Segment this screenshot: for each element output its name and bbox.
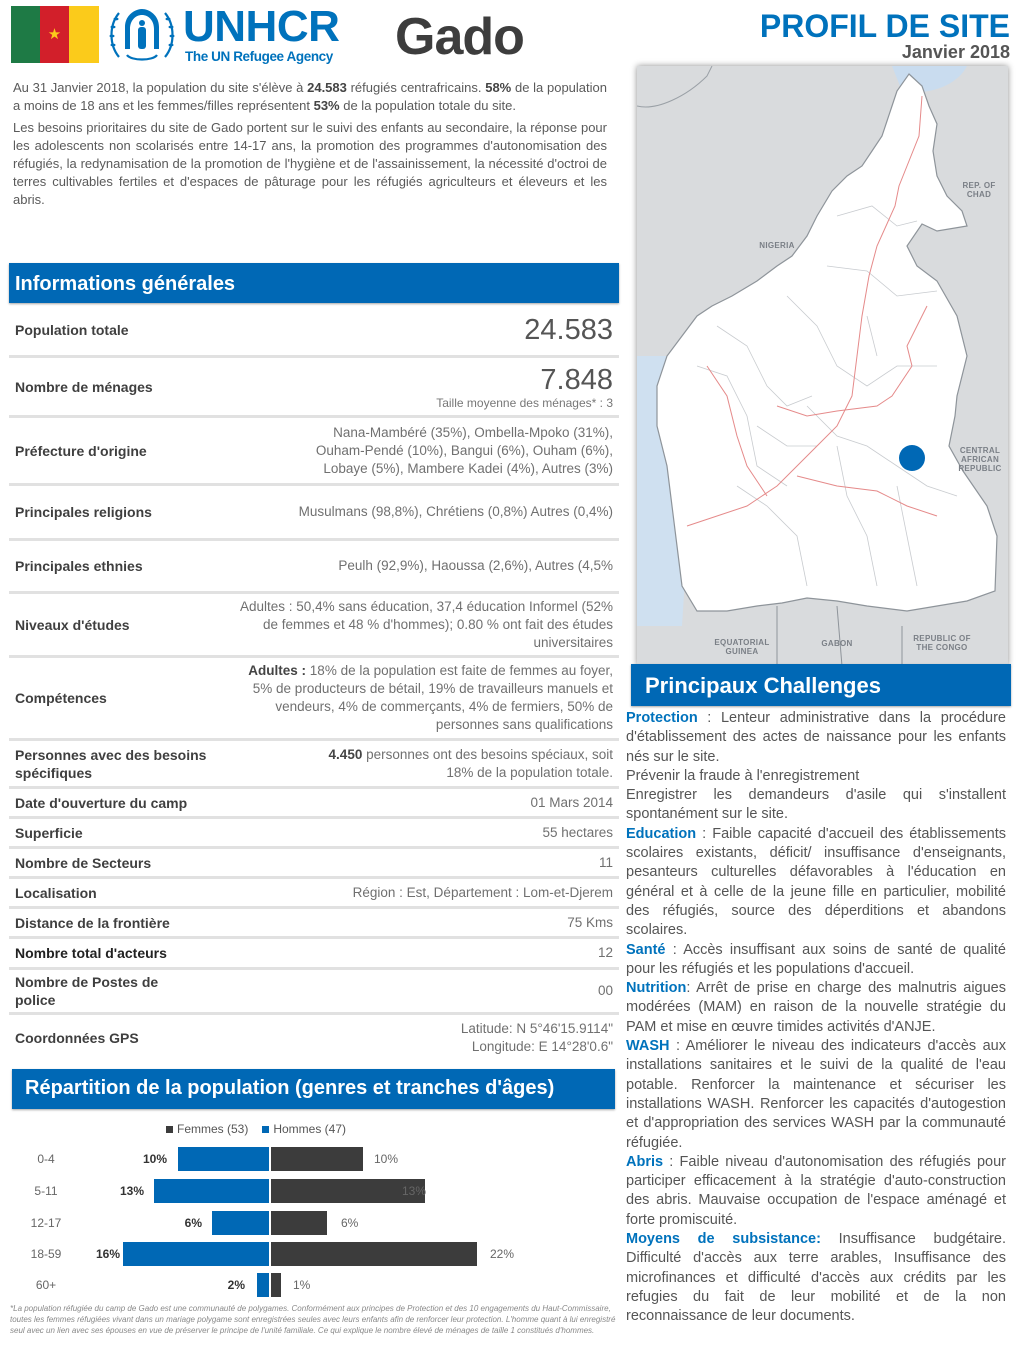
info-value: Adultes : 18% de la population est faite de femmes au foyer, 5% de producteurs de bétail, 19% de travailleurs manuels et vendeurs, 4% de commerçants, 4% de fermiers, 50% de personnes sans qualifications: [248, 663, 613, 732]
document-date: Janvier 2018: [901, 42, 1010, 62]
unhcr-emblem-icon: [107, 5, 177, 65]
info-label: Localisation: [15, 884, 97, 901]
femmes-value-label: 22%: [490, 1247, 515, 1261]
flag-yellow-stripe: [69, 6, 99, 63]
info-row-prefecture: [9, 418, 619, 486]
info-row-localisation: [9, 879, 619, 909]
info-row-competences: [9, 658, 619, 741]
info-row-besoins: [9, 741, 619, 789]
cameroon-map: [637, 66, 1008, 666]
intro-paragraph-2: Les besoins prioritaires du site de Gado portent sur le suivi des enfants au secondaire, la réponse pour les adolescents non scolarisés entre 14-17 ans, la promotion des programmes d'autonomisation des réfugiés, la redynamisation de la promotion de l'hygiène et de l'assainissement, la nécessité d'octroi de terres cultivables fertiles et d'espaces de pâturage pour les réfugiés agriculteurs et éleveurs et les abris.: [13, 120, 607, 207]
info-value: 55 hectares: [542, 824, 613, 840]
age-label: 60+: [35, 1278, 57, 1292]
challenge-nutrition: Nutrition: Arrêt de prise en charge des malnutris aigues modérées (MAM) en raison de la nouvelle stratégie du PAM et mise en œuvre timides activités d'ANJE.: [626, 980, 1006, 1035]
info-label: Principales religions: [15, 504, 152, 520]
info-value: 75 Kms: [567, 914, 613, 930]
challenge-education: Education : Faible capacité d'accueil des établissements scolaires existants, déficit/ insuffisance d'enseignants, pesanteurs culturelles défavorables à l'éducation en général et à celle de la jeune fille en particulier, mobilité des réfugiés, source des déperditions et abandons scolaires.: [626, 825, 1006, 939]
femmes-bar: [271, 1242, 477, 1266]
section-header-informations: Informations générales: [9, 263, 619, 303]
challenge-wash: WASH : Améliorer le niveau des indicateurs d'accès aux installations sanitaires et le suivi de la qualité de l'eau potable. Renforcer la maintenance et sécuriser les installations WASH. Renforcer les capacités d'autogestion et d'appropriation des services WASH par la communauté réfugiée.: [626, 1038, 1006, 1151]
info-value: Région : Est, Département : Lom-et-Djerem: [352, 884, 613, 900]
info-label: Compétences: [15, 690, 107, 706]
intro-paragraph-1: Au 31 Janvier 2018, la population du site s'élève à 24.583 réfugiés centrafricains. 58% de la population a moins de 18 ans et les femmes/filles représentent 53% de la population totale du site.: [13, 80, 607, 113]
map-label-car: CENTRAL AFRICAN REPUBLIC: [958, 446, 1002, 473]
intro-text: [13, 79, 607, 213]
legend-femmes: Femmes (53): [166, 1122, 248, 1136]
info-value: Musulmans (98,8%), Chrétiens (0,8%) Autres (0,4%): [298, 504, 613, 519]
legend-swatch-femmes: [166, 1126, 173, 1133]
info-row-ouverture: [9, 789, 619, 819]
menages-note: Taille moyenne des ménages* : 3: [436, 395, 613, 410]
info-value: 12: [597, 945, 613, 960]
challenge-protection-asylum: Enregistrer les demandeurs d'asile qui s'installent spontanément sur le site.: [626, 787, 1006, 823]
info-value: Adultes : 50,4% sans éducation, 37,4 éducation Informel (52% de femmes et 48 % d'hommes); 0.80 % ont fait des études universitaires: [240, 598, 613, 650]
unhcr-logo: [107, 2, 357, 67]
age-label: 0-4: [37, 1152, 55, 1166]
info-label: Principales ethnies: [15, 558, 143, 574]
hommes-bar: [154, 1179, 270, 1203]
gps-longitude: Longitude: E 14°28'0.6": [471, 1039, 613, 1054]
info-row-frontiere: [9, 909, 619, 939]
hommes-bar: [123, 1242, 270, 1266]
challenge-abris: Abris : Faible niveau d'autonomisation des réfugiés pour participer efficacement à la stratégie d'auto-construction des abris. Mauvaise occupation de l'espace aménagé et forte promiscuité.: [626, 1153, 1006, 1228]
gps-value: [215, 1020, 613, 1056]
bar-row-12-17: [0, 1211, 620, 1235]
info-value: Nana-Mambéré (35%), Ombella-Mpoko (31%), Ouham-Pendé (10%), Bangui (6%), Ouham (6%), Lobaye (5%), Mambere Kadei (4%), Autres (3%): [315, 424, 613, 476]
info-row-menages: [9, 358, 619, 418]
info-row-acteurs: [9, 939, 619, 970]
femmes-value-label: 1%: [293, 1278, 311, 1292]
info-row-etudes: [9, 594, 619, 658]
document-title: PROFIL DE SITE: [759, 8, 1010, 44]
femmes-bar: [271, 1211, 327, 1235]
menages-value: 7.848: [540, 363, 613, 396]
info-table: [9, 305, 619, 1061]
info-value: Peulh (92,9%), Haoussa (2,6%), Autres (4,5%: [338, 558, 613, 573]
info-value: 4.450 personnes ont des besoins spéciaux, soit 18% de la population totale.: [328, 746, 613, 780]
info-label: Distance de la frontière: [15, 914, 170, 931]
map-graphic: [637, 66, 1008, 666]
info-label: Nombre de ménages: [15, 378, 153, 395]
info-row-secteurs: [9, 849, 619, 879]
hommes-bar: [212, 1211, 270, 1235]
info-row-population: [9, 305, 619, 358]
hommes-bar: [178, 1147, 270, 1171]
info-row-religions: [9, 486, 619, 541]
map-label-nigeria: NIGERIA: [759, 241, 795, 250]
bar-row-0-4: [0, 1147, 620, 1171]
challenges-list: [626, 709, 1006, 1327]
map-label-congo: REPUBLIC OF THE CONGO: [913, 634, 971, 652]
femmes-value-label: 13%: [402, 1184, 427, 1198]
bar-row-18-59: [0, 1242, 620, 1266]
age-label: 18-59: [30, 1247, 62, 1261]
hommes-value-label: 16%: [95, 1247, 120, 1261]
footnote: *La population réfugiée du camp de Gado est une communauté de polygames. Conformément aux principes de Protection et des 10 engagements du Haut-Commissaire, toutes les femmes réfugiées vivant dans un mariage polygame sont enregistrées seules avec leurs enfants afin de renforcer leur protection. L'homme quant à lui enregistré seul avec un lien avec ses épouses en vue de préserver le principe de l'unité familiale. Ce qui explique le nombre élevé de ménages de taille 1 constitués d'hommes.: [10, 1304, 616, 1335]
challenge-sante: Santé : Accès insuffisant aux soins de santé de qualité pour les réfugiés et les populations d'accueil.: [626, 941, 1006, 977]
chart-center-axis: [269, 1146, 271, 1298]
hommes-value-label: 10%: [142, 1152, 167, 1166]
cameroon-flag: [11, 6, 99, 63]
challenge-protection: Protection : Lenteur administrative dans la procédure d'établissement des actes de naissance pour les enfants nés sur le site.: [626, 710, 1006, 765]
map-label-equatorial-guinea: EQUATORIAL GUINEA: [714, 638, 770, 656]
challenge-moyens-subsistance: Moyens de subsistance: Insuffisance budgétaire. Difficulté d'accès aux terre arables, Insuffisance des microfinances et difficulté d'accès aux crédits par les refugies du fait de leur mobilité et de la non reconnaissance de leur documents.: [626, 1231, 1007, 1325]
star-icon: ★: [47, 24, 62, 43]
femmes-bar: [271, 1273, 281, 1297]
section-header-population: Répartition de la population (genres et tranches d'âges): [12, 1069, 615, 1109]
info-row-gps: [9, 1015, 619, 1061]
site-name: Gado: [395, 8, 524, 66]
info-row-superficie: [9, 819, 619, 849]
info-label: Personnes avec des besoins spécifiques: [15, 746, 207, 781]
challenge-protection-fraud: Prévenir la fraude à l'enregistrement: [626, 767, 860, 784]
section-header-challenges: Principaux Challenges: [631, 664, 1011, 706]
hommes-value-label: 2%: [227, 1278, 245, 1292]
info-row-ethnies: [9, 541, 619, 594]
info-label: Population totale: [15, 322, 129, 338]
unhcr-tagline: The UN Refugee Agency: [185, 49, 333, 64]
hommes-value-label: 6%: [184, 1216, 202, 1230]
femmes-value-label: 10%: [374, 1152, 399, 1166]
bar-row-60-plus: [0, 1273, 620, 1297]
info-label: Nombre total d'acteurs: [15, 945, 167, 961]
map-label-chad: REP. OF CHAD: [962, 181, 996, 199]
age-label: 5-11: [34, 1184, 58, 1198]
info-label: Coordonnées GPS: [15, 1030, 139, 1046]
chart-legend: [166, 1122, 346, 1136]
unhcr-wordmark: UNHCR: [183, 2, 340, 51]
population-total-value: 24.583: [524, 314, 613, 346]
info-label: Préfecture d'origine: [15, 442, 147, 459]
info-value: 01 Mars 2014: [530, 794, 613, 810]
info-row-police: [9, 970, 619, 1015]
info-label: Nombre de Postes de police: [15, 974, 159, 1008]
population-pyramid-chart: [0, 1112, 620, 1302]
femmes-value-label: 6%: [341, 1216, 359, 1230]
hommes-value-label: 13%: [119, 1184, 144, 1198]
femmes-bar: [271, 1147, 363, 1171]
info-label: Niveaux d'études: [15, 616, 130, 633]
info-value: 00: [597, 983, 613, 998]
info-label: Date d'ouverture du camp: [15, 794, 188, 811]
flag-green-stripe: [11, 6, 40, 63]
site-marker: [899, 445, 925, 471]
info-label: Nombre de Secteurs: [15, 854, 152, 871]
age-label: 12-17: [30, 1216, 62, 1230]
menages-value-group: [436, 364, 613, 410]
gps-latitude: Latitude: N 5°46'15.9114": [460, 1021, 613, 1036]
legend-swatch-hommes: [262, 1126, 269, 1133]
info-label: Superficie: [15, 824, 83, 841]
map-label-gabon: GABON: [821, 639, 853, 648]
bar-row-5-11: [0, 1179, 620, 1203]
flag-red-stripe: [40, 6, 69, 63]
info-value: 11: [598, 854, 613, 870]
legend-hommes: Hommes (47): [262, 1122, 346, 1136]
